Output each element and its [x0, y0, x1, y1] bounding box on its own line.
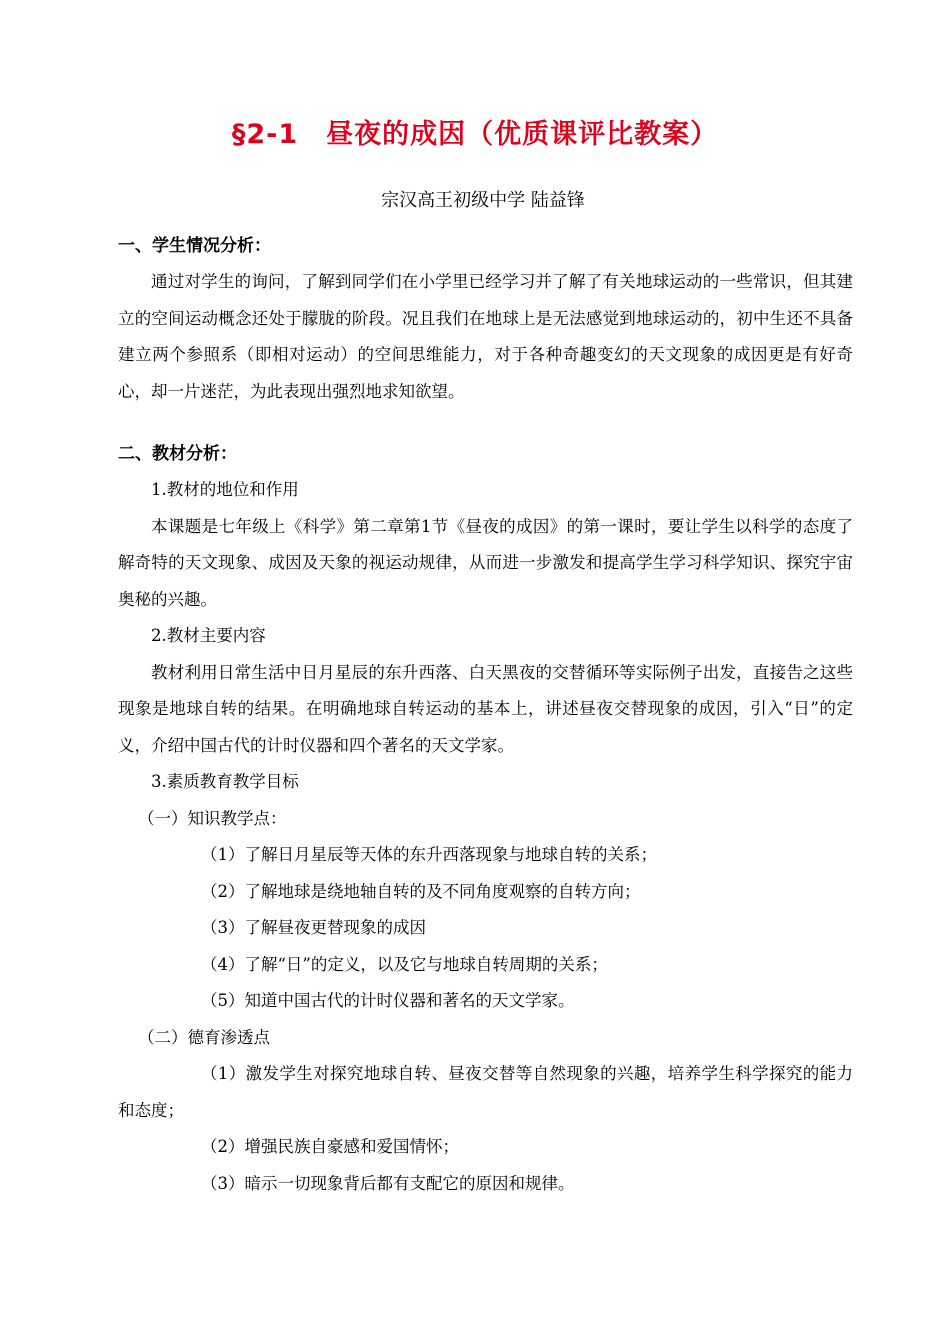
- section-heading-student-analysis: 一、学生情况分析：: [118, 236, 271, 256]
- document-title: §2-1 昼夜的成因（优质课评比教案）: [231, 119, 719, 150]
- knowledge-item: （4）了解“日”的定义，以及它与地球自转周期的关系；: [201, 954, 608, 974]
- moral-item: （1）激发学生对探究地球自转、昼夜交替等自然现象的兴趣，培养学生科学探究的能力和态度；: [118, 1064, 853, 1120]
- subsection-heading-role: 1.教材的地位和作用: [151, 480, 299, 499]
- knowledge-item: （2）了解地球是绕地轴自转的及不同角度观察的自转方向；: [201, 881, 641, 901]
- moral-item: （3）暗示一切现象背后都有支配它的原因和规律。: [201, 1173, 575, 1193]
- role-paragraph: 本课题是七年级上《科学》第二章第1节《昼夜的成因》的第一课时，要让学生以科学的态度了解奇特的天文现象、成因及天象的视运动规律，从而进一步激发和提高学生学习科学知识、探究宇宙奥秘的兴趣。: [118, 516, 853, 609]
- content-paragraph: 教材利用日常生活中日月星辰的东升西落、白天黑夜的交替循环等实际例子出发，直接告之这些现象是地球自转的结果。在明确地球自转运动的基本上，讲述昼夜交替现象的成因，引入“日”的定义，介绍中国古代的计时仪器和四个著名的天文学家。: [118, 662, 853, 755]
- section-spacer: [118, 410, 853, 436]
- moral-education-heading: （二）德育渗透点: [138, 1027, 270, 1047]
- subsection-heading-content: 2.教材主要内容: [151, 626, 266, 645]
- moral-item: （2）增强民族自豪感和爱国情怀；: [201, 1137, 459, 1156]
- knowledge-points-heading: （一）知识教学点：: [138, 808, 287, 828]
- document-body: [118, 228, 853, 1202]
- section-heading-textbook-analysis: 二、教材分析：: [118, 444, 237, 464]
- subsection-heading-objectives: 3.素质教育教学目标: [151, 772, 299, 791]
- knowledge-item: （3）了解昼夜更替现象的成因: [201, 918, 426, 937]
- knowledge-item: （5）知道中国古代的计时仪器和著名的天文学家。: [201, 991, 575, 1010]
- author-line: 宗汉高王初级中学 陆益锋: [381, 190, 585, 211]
- student-analysis-paragraph: 通过对学生的询问，了解到同学们在小学里已经学习并了解了有关地球运动的一些常识，但其建立的空间运动概念还处于朦胧的阶段。况且我们在地球上是无法感觉到地球运动的，初中生还不具备建立两个参照系（即相对运动）的空间思维能力，对于各种奇趣变幻的天文现象的成因更是有好奇心，却一片迷茫，为此表现出强烈地求知欲望。: [118, 272, 853, 401]
- knowledge-item: （1）了解日月星辰等天体的东升西落现象与地球自转的关系；: [201, 845, 657, 864]
